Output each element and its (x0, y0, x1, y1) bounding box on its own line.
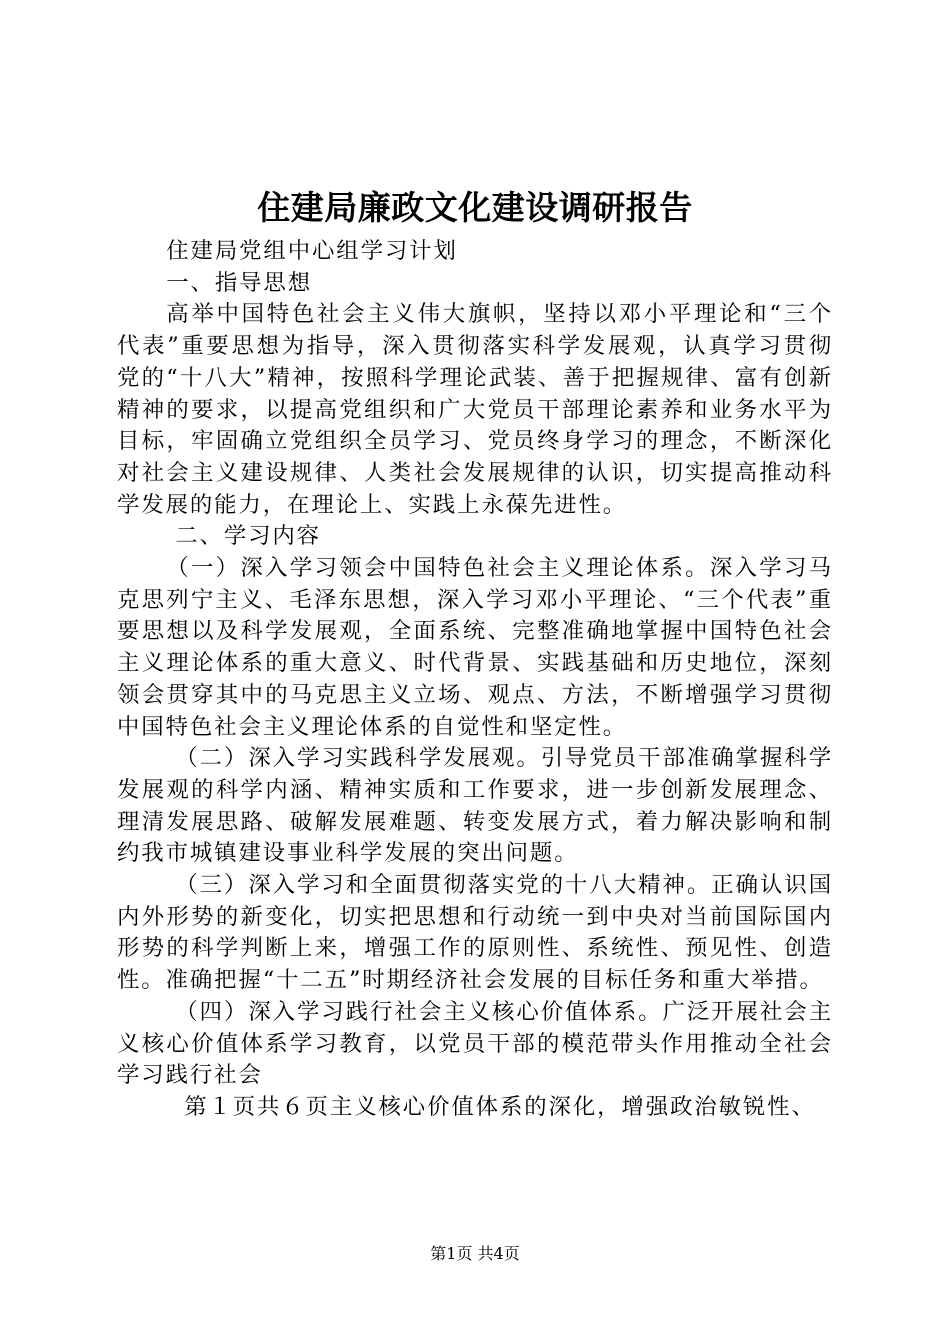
study-item-4: （四）深入学习践行社会主义核心价值体系。广泛开展社会主义核心价值体系学习教育，以党员干部的模范带头作用推动全社会学习践行社会 (117, 998, 833, 1089)
section-heading-study-content: 二、学习内容 (175, 523, 321, 550)
document-title: 住建局廉政文化建设调研报告 (257, 188, 693, 227)
study-item-3: （三）深入学习和全面贯彻落实党的十八大精神。正确认识国内外形势的新变化，切实把思想和行动统一到中央对当前国际国内形势的科学判断上来，增强工作的原则性、系统性、预见性、创造性。准确把握“十二五”时期经济社会发展的目标任务和重大举措。 (117, 872, 833, 994)
document-body (117, 236, 833, 1124)
page-footer: 第1页 共4页 (430, 1244, 520, 1263)
section-heading-guiding-thought: 一、指导思想 (166, 269, 313, 296)
study-item-2: （二）深入学习实践科学发展观。引导党员干部准确掌握科学发展观的科学内涵、精神实质和工作要求，进一步创新发展理念、理清发展思路、破解发展难题、转变发展方式，着力解决影响和制约我市城镇建设事业科学发展的突出问题。 (117, 745, 833, 867)
guiding-thought-paragraph: 高举中国特色社会主义伟大旗帜，坚持以邓小平理论和“三个代表”重要思想为指导，深入贯彻落实科学发展观，认真学习贯彻党的“十八大”精神，按照科学理论武装、善于把握规律、富有创新精神的要求，以提高党组织和广大党员干部理论素养和业务水平为目标，牢固确立党组织全员学习、党员终身学习的理念，不断深化对社会主义建设规律、人类社会发展规律的认识，切实提高推动科学发展的能力，在理论上、实践上永葆先进性。 (117, 301, 833, 518)
study-item-1: （一）深入学习领会中国特色社会主义理论体系。深入学习马克思列宁主义、毛泽东思想，深入学习邓小平理论、“三个代表”重要思想以及科学发展观，全面系统、完整准确地掌握中国特色社会主义理论体系的重大意义、时代背景、实践基础和历史地位，深刻领会贯穿其中的马克思主义立场、观点、方法，不断增强学习贯彻中国特色社会主义理论体系的自觉性和坚定性。 (117, 555, 833, 740)
continuation-line: 第１页共６页主义核心价值体系的深化，增强政治敏锐性、 (184, 1093, 816, 1120)
plan-subtitle: 住建局党组中心组学习计划 (166, 238, 458, 264)
